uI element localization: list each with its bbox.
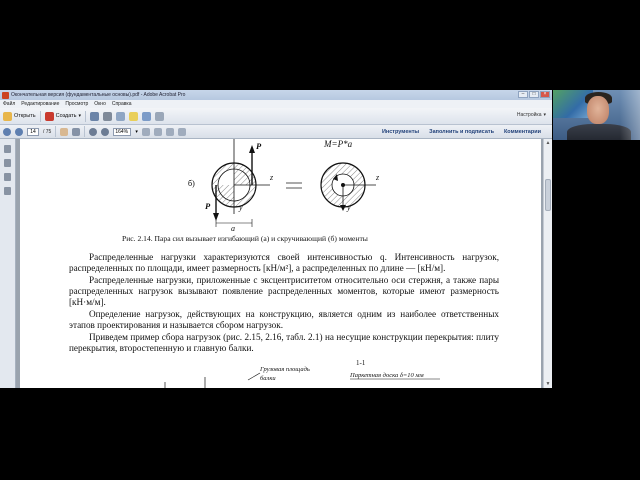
vertical-scrollbar[interactable] xyxy=(543,139,552,388)
figure-label: б) xyxy=(188,179,195,188)
create-pdf-icon xyxy=(45,112,54,121)
label-a: a xyxy=(231,224,235,233)
select-tool-icon[interactable] xyxy=(72,128,80,136)
next-page-icon[interactable] xyxy=(15,128,23,136)
acrobat-app-icon xyxy=(2,92,9,99)
title-bar xyxy=(0,90,552,100)
label-formula: M=P*a xyxy=(324,139,353,149)
pages-icon[interactable] xyxy=(4,145,11,153)
save-icon[interactable] xyxy=(90,112,99,121)
scroll-up-icon[interactable]: ▲ xyxy=(545,140,551,146)
label-y-right: y xyxy=(347,203,351,212)
navigation-toolbar xyxy=(0,125,552,139)
fit-page-icon[interactable] xyxy=(142,128,150,136)
menu-file[interactable]: Файл xyxy=(3,101,16,107)
zoom-in-icon[interactable] xyxy=(101,128,109,136)
signatures-icon[interactable] xyxy=(4,187,11,195)
open-label: Открыть xyxy=(14,113,36,119)
label-P-top: P xyxy=(256,141,262,151)
read-mode-icon[interactable] xyxy=(166,128,174,136)
attachments-icon[interactable] xyxy=(4,173,11,181)
email-icon[interactable] xyxy=(116,112,125,121)
hand-tool-icon[interactable] xyxy=(60,128,68,136)
label-load-area-2: балки xyxy=(260,375,276,382)
paragraph-3: Определение нагрузок, действующих на конструкцию, является одним из наиболее ответственных этапов проектирования и называется сбором нагрузок. xyxy=(69,309,499,331)
menu-bar xyxy=(0,100,552,108)
paragraph-1: Распределенные нагрузки характеризуются своей интенсивностью q. Интенсивность нагрузок, распределенных по площади, имеет размерность [кН/м²], а распределенных по длине — [кН/м]. xyxy=(69,252,499,274)
toolbar-separator xyxy=(40,111,41,122)
toolbar-separator xyxy=(84,126,85,137)
leader-line xyxy=(248,373,260,380)
minimize-button[interactable]: – xyxy=(518,91,528,98)
label-y-left: y xyxy=(239,203,243,212)
figure-caption: Рис. 2.14. Пара сил вызывает изгибающий (а) и скручивающий (б) моменты xyxy=(122,234,368,243)
paragraph-4: Приведем пример сбора нагрузок (рис. 2.15, 2.16, табл. 2.1) на несущие конструкции перекрытия: плиту перекрытия, второстепенную и главную балки. xyxy=(69,332,499,354)
print-icon[interactable] xyxy=(103,112,112,121)
menu-help[interactable]: Справка xyxy=(111,101,132,107)
page-total: / 75 xyxy=(43,128,52,135)
toolbar-separator xyxy=(55,126,56,137)
label-z-right: z xyxy=(376,173,380,182)
chevron-down-icon[interactable]: ▾ xyxy=(135,128,138,135)
label-parquet: Паркетная доска δ=10 мм xyxy=(350,372,424,379)
pdf-page xyxy=(20,139,541,388)
customize-menu[interactable] xyxy=(517,112,546,118)
webcam-overlay xyxy=(553,90,640,140)
close-button[interactable]: × xyxy=(540,91,550,98)
beam-figure xyxy=(20,139,541,388)
label-section: 1-1 xyxy=(356,359,366,367)
previous-page-icon[interactable] xyxy=(3,128,11,136)
window-title: Окончательная версия (фундаментальные основы).pdf - Adobe Acrobat Pro xyxy=(11,92,186,98)
customize-label: Настройка xyxy=(516,112,542,118)
window-glare xyxy=(620,90,640,140)
label-z-left: z xyxy=(270,173,274,182)
create-button[interactable] xyxy=(45,111,81,122)
share-icon[interactable] xyxy=(142,112,151,121)
open-button[interactable] xyxy=(3,111,36,122)
presenter-face xyxy=(587,96,609,124)
scrollbar-thumb[interactable] xyxy=(545,179,551,211)
menu-window[interactable]: Окно xyxy=(94,101,106,107)
folder-icon xyxy=(3,112,12,121)
toolbar-separator xyxy=(85,111,86,122)
comment-icon[interactable] xyxy=(129,112,138,121)
fill-sign-pane-button[interactable]: Заполнить и подписать xyxy=(429,129,494,135)
paragraph-2: Распределенные нагрузки, приложенные с эксцентриситетом относительно оси стержня, а также пары распределенных нагрузок вызывают появление распределенных моментов, которые имеют размерность [кН·м/м]. xyxy=(69,275,499,308)
menu-edit[interactable]: Редактирование xyxy=(21,101,60,107)
maximize-button[interactable]: □ xyxy=(529,91,539,98)
comments-pane-button[interactable]: Комментарии xyxy=(503,129,541,135)
zoom-input[interactable]: 164% xyxy=(113,128,131,136)
menu-view[interactable]: Просмотр xyxy=(65,101,89,107)
organize-icon[interactable] xyxy=(155,112,164,121)
page-number-input[interactable]: 14 xyxy=(27,128,39,136)
label-load-area: Грузовая площадь xyxy=(260,366,310,373)
bookmarks-icon[interactable] xyxy=(4,159,11,167)
zoom-out-icon[interactable] xyxy=(89,128,97,136)
acrobat-window xyxy=(0,90,552,388)
sign-icon[interactable] xyxy=(178,128,186,136)
window-controls xyxy=(518,91,550,98)
task-panes xyxy=(377,128,546,136)
chevron-down-icon: ▾ xyxy=(543,112,546,118)
create-label: Создать xyxy=(55,113,77,119)
document-area[interactable] xyxy=(16,139,543,388)
fit-width-icon[interactable] xyxy=(154,128,162,136)
scroll-down-icon[interactable]: ▼ xyxy=(545,381,551,387)
tools-pane-button[interactable]: Инструменты xyxy=(381,129,420,135)
navigation-panel xyxy=(0,139,16,388)
label-P-bottom: P xyxy=(205,201,211,211)
chevron-down-icon: ▾ xyxy=(78,113,82,119)
main-toolbar xyxy=(0,108,552,125)
